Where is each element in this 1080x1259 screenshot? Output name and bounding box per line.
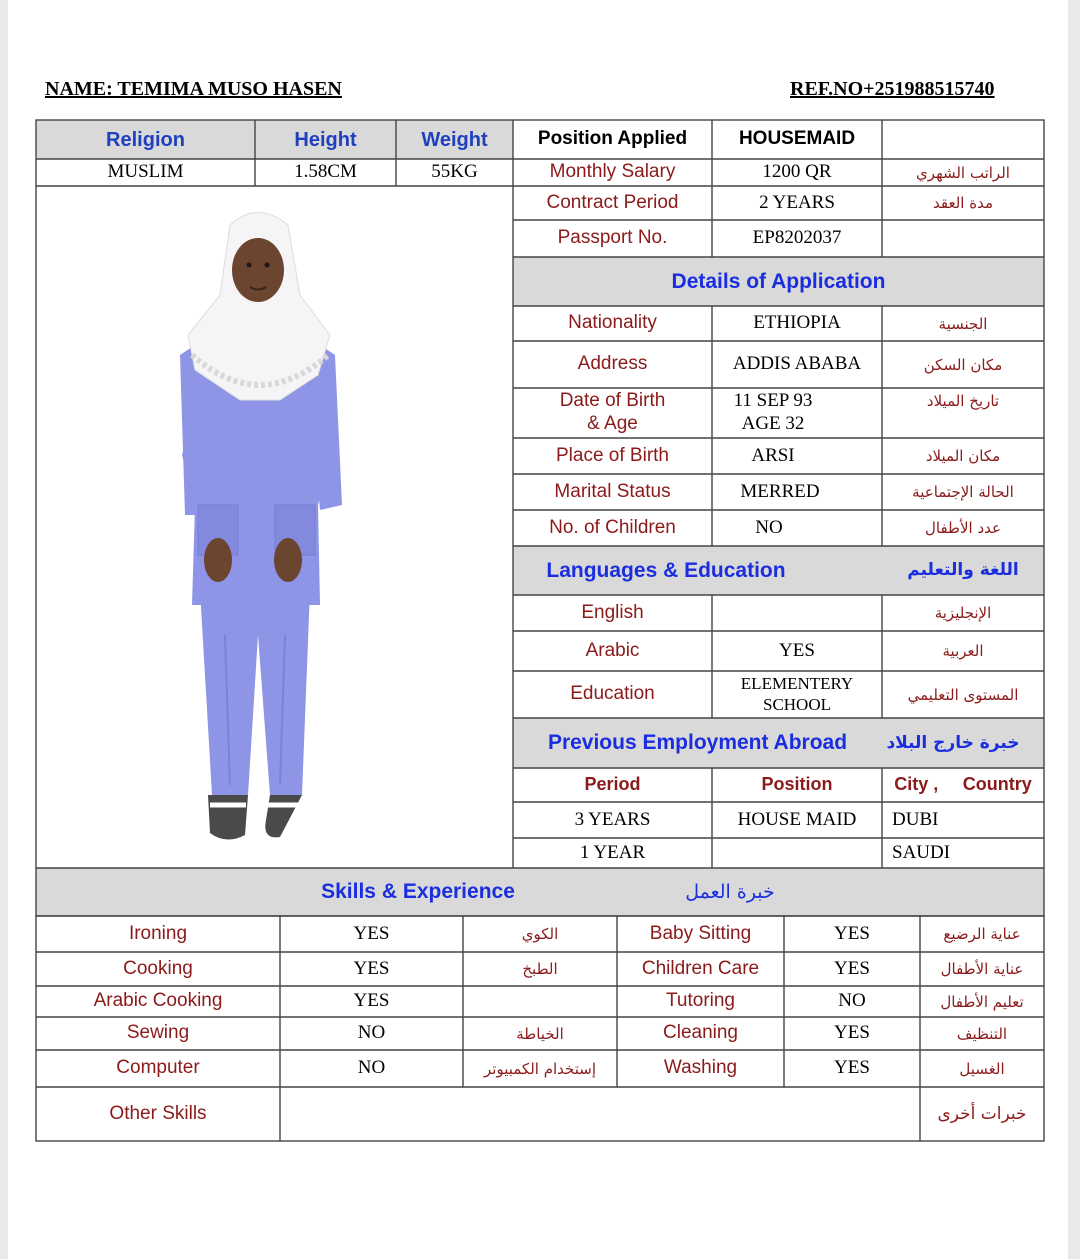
nationality-arabic: الجنسية — [938, 314, 988, 333]
children-label: No. of Children — [549, 516, 676, 538]
skill-right-value: YES — [834, 922, 870, 944]
other-skills-label: Other Skills — [109, 1102, 207, 1124]
arabic-label: Arabic — [585, 639, 640, 661]
skill-left-label: Sewing — [126, 1022, 190, 1044]
dob-value — [712, 388, 834, 438]
education-arabic: المستوى التعليمي — [907, 685, 1019, 704]
height-label: Height — [294, 128, 357, 151]
skill-left-value: NO — [357, 1022, 386, 1044]
passport-label: Passport No. — [557, 227, 668, 249]
address-arabic: مكان السكن — [923, 355, 1003, 374]
religion-label: Religion — [106, 128, 185, 151]
dob-arabic: تاريخ الميلاد — [926, 392, 1000, 410]
skill-right-arabic: عناية الرضيع — [943, 925, 1021, 943]
skill-right-label: Baby Sitting — [649, 922, 752, 944]
employment-row2-position — [712, 838, 882, 868]
skill-left-label: Computer — [116, 1057, 200, 1079]
dob-label-line1: Date of Birth — [559, 390, 666, 412]
employment-row2-city: SAUDI — [892, 841, 951, 863]
contract-period-label: Contract Period — [546, 191, 679, 213]
skill-left-label: Arabic Cooking — [93, 990, 223, 1012]
skill-right-value: YES — [834, 1057, 870, 1079]
skill-left-arabic: الكوي — [521, 925, 559, 943]
skill-right-label: Washing — [663, 1057, 738, 1079]
skill-right-label: Cleaning — [663, 1022, 738, 1044]
employment-row2-period: 1 YEAR — [579, 841, 646, 863]
weight-label: Weight — [421, 128, 488, 151]
skill-right-value: YES — [834, 1022, 870, 1044]
skill-left-arabic: الخياطة — [516, 1024, 564, 1043]
nationality-label: Nationality — [568, 312, 657, 334]
employment-row1-city: DUBI — [892, 808, 939, 830]
skill-right-arabic: عناية الأطفال — [940, 960, 1024, 978]
skill-left-arabic: الطبخ — [522, 960, 558, 978]
other-skills-arabic: خبرات أخرى — [937, 1103, 1027, 1124]
reference-number: REF.NO+251988515740 — [790, 78, 995, 100]
marital-status-value: MERRED — [740, 480, 820, 502]
english-arabic: الإنجليزية — [934, 604, 992, 622]
monthly-salary-value: 1200 QR — [762, 161, 832, 183]
place-of-birth-arabic: مكان الميلاد — [925, 447, 1001, 465]
skill-left-label: Cooking — [123, 957, 193, 979]
employment-title-arabic: خبرة خارج البلاد — [886, 732, 1020, 753]
address-label: Address — [577, 353, 648, 375]
country-header: Country — [962, 774, 1032, 795]
candidate-photo — [170, 205, 370, 845]
city-header: City , — [894, 774, 939, 795]
dob-label-line2: & Age — [587, 413, 638, 434]
employment-position-header: Position — [761, 774, 833, 795]
height-value: 1.58CM — [294, 161, 357, 183]
employment-city-header — [882, 768, 1044, 802]
skills-title: Skills & Experience — [321, 880, 515, 904]
contract-period-value: 2 YEARS — [759, 191, 835, 213]
contract-period-arabic: مدة العقد — [933, 194, 993, 212]
skill-right-value: NO — [838, 990, 866, 1012]
details-title: Details of Application — [671, 269, 886, 293]
address-value: ADDIS ABABA — [732, 353, 862, 375]
marital-status-label: Marital Status — [554, 480, 671, 502]
marital-status-arabic: الحالة الإجتماعية — [912, 483, 1014, 501]
education-value — [712, 671, 882, 718]
nationality-value: ETHIOPIA — [753, 312, 841, 334]
passport-value: EP8202037 — [752, 227, 842, 249]
skill-left-value: YES — [353, 922, 390, 944]
skill-left-value: NO — [357, 1057, 386, 1079]
education-value-line2: SCHOOL — [762, 694, 831, 714]
place-of-birth-value: ARSI — [751, 444, 795, 466]
education-value-line1: ELEMENTERY — [740, 674, 854, 694]
skill-right-arabic: التنظيف — [956, 1024, 1008, 1043]
monthly-salary-label: Monthly Salary — [549, 161, 676, 183]
position-applied-label: Position Applied — [537, 128, 688, 150]
skill-right-arabic: الغسيل — [959, 1059, 1005, 1078]
english-value — [712, 595, 882, 631]
children-arabic: عدد الأطفال — [925, 519, 1001, 537]
weight-value: 55KG — [431, 161, 478, 183]
employment-title: Previous Employment Abroad — [547, 731, 848, 755]
english-label: English — [581, 601, 644, 623]
dob-value-age: AGE 32 — [741, 413, 805, 434]
employment-row1-period: 3 YEARS — [574, 808, 651, 830]
skill-left-arabic — [463, 986, 617, 1017]
skill-right-arabic: تعليم الأطفال — [940, 992, 1024, 1011]
skill-left-label: Ironing — [128, 922, 188, 944]
languages-title: Languages & Education — [546, 558, 786, 582]
place-of-birth-label: Place of Birth — [556, 444, 669, 466]
skill-left-arabic: إستخدام الكمبيوتر — [484, 1059, 596, 1078]
dob-value-date: 11 SEP 93 — [733, 390, 813, 412]
arabic-arabic: العربية — [942, 642, 984, 660]
skill-left-value: YES — [353, 990, 390, 1012]
skill-right-label: Children Care — [641, 957, 760, 979]
children-value: NO — [755, 516, 783, 538]
dob-label — [513, 388, 712, 438]
candidate-name: NAME: TEMIMA MUSO HASEN — [45, 78, 342, 100]
employment-period-header: Period — [584, 774, 641, 795]
skill-right-label: Tutoring — [666, 990, 735, 1012]
employment-row1-position: HOUSE MAID — [737, 808, 857, 830]
monthly-salary-arabic: الراتب الشهري — [916, 163, 1010, 182]
education-label: Education — [570, 683, 655, 705]
skill-right-value: YES — [834, 957, 870, 979]
religion-value: MUSLIM — [107, 161, 184, 183]
skill-left-value: YES — [353, 957, 390, 979]
arabic-value: YES — [779, 639, 815, 661]
skills-title-arabic: خبرة العمل — [685, 880, 775, 903]
languages-title-arabic: اللغة والتعليم — [907, 560, 1019, 581]
position-applied-value: HOUSEMAID — [738, 128, 856, 150]
